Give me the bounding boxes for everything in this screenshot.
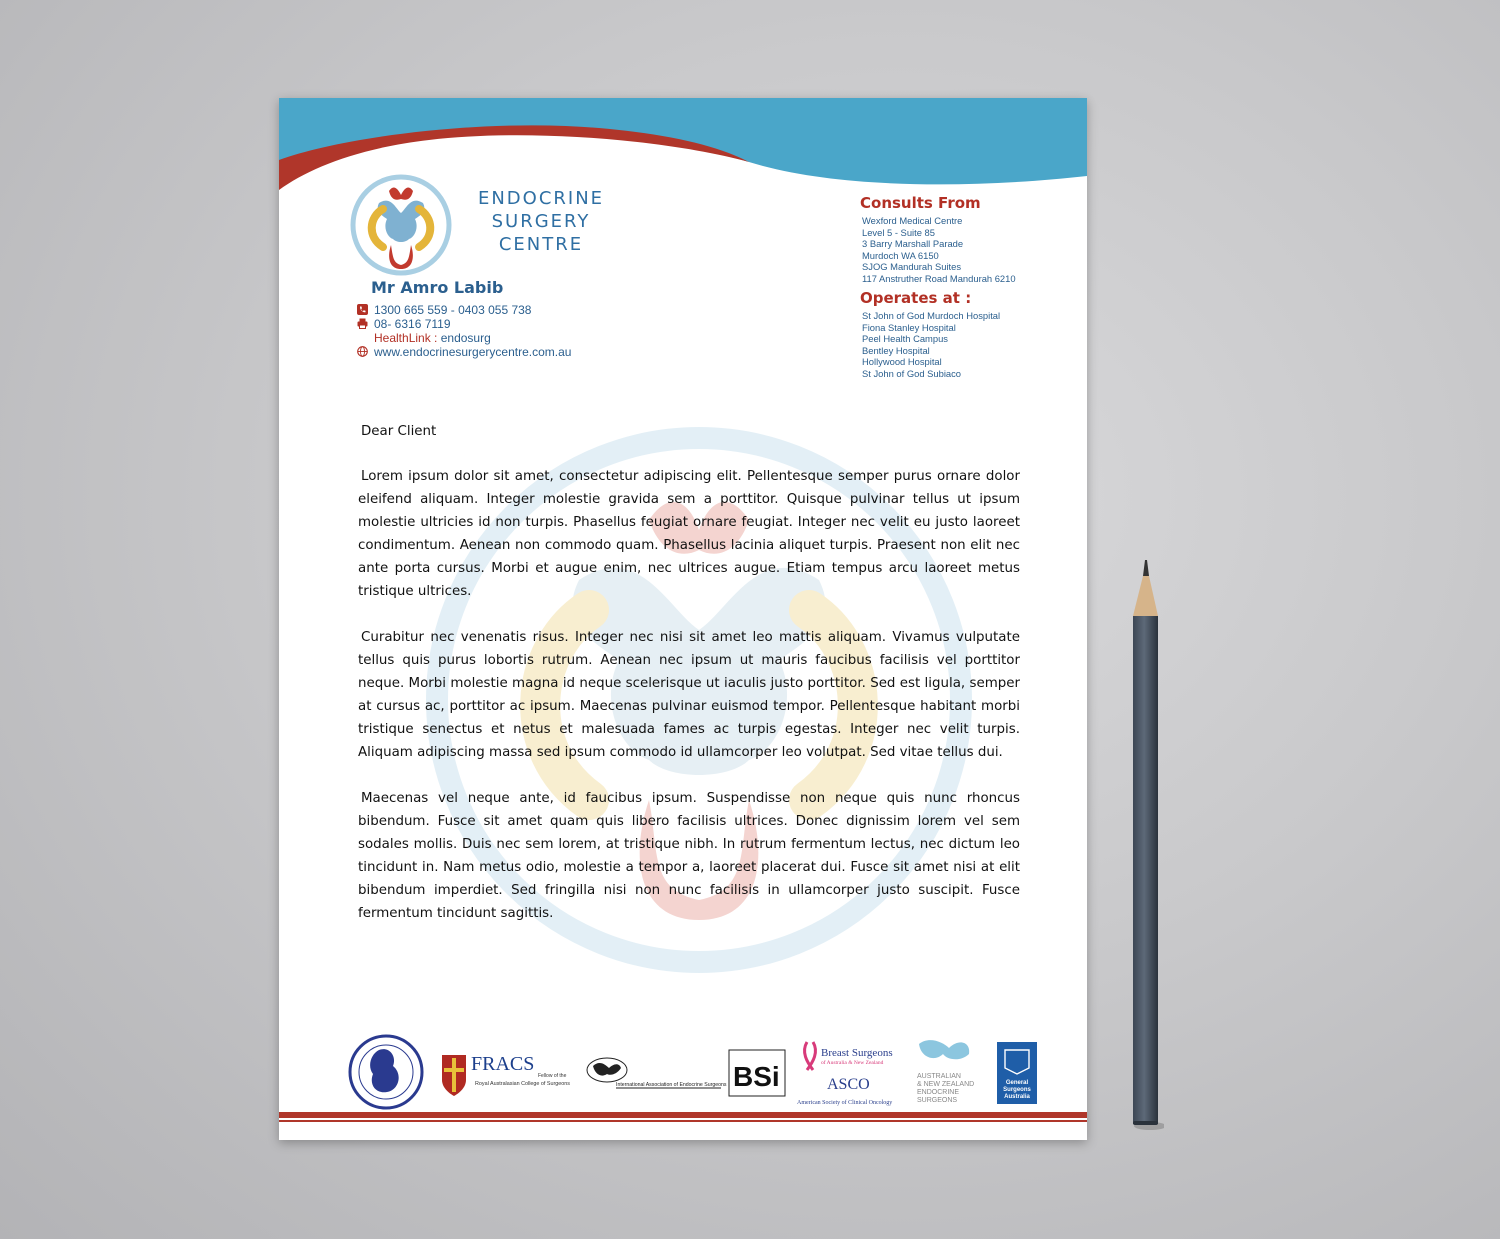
locations-column xyxy=(860,194,1016,379)
phone-row xyxy=(357,303,571,317)
gsa-1: General xyxy=(1005,1080,1029,1086)
consults-line: SJOG Mandurah Suites xyxy=(862,261,962,272)
anzes-1: AUSTRALIAN xyxy=(917,1073,961,1080)
brand-line-2: SURGERY xyxy=(491,211,591,232)
breast-text-1: Breast Surgeons xyxy=(821,1047,893,1059)
letter-paragraph: Lorem ipsum dolor sit amet, consectetur adipiscing elit. Pellentesque semper purus ornare dolor eleifend aliquam. Integer molestie gravida sem a porttitor. Quisque pulvinar tellus ut ipsum molestie ultricies id non turpis. Phasellus feugiat ornare feugiat. Integer nec velit eu justo laoreet condimentum. Aenean non commodo quam. Phasellus lacinia aliquet turpis. Praesent non elit nec ante porta cursus. Morbi et augue enim, nec ultrices augue. Etiam tempus arcu laoreet metus tristique ultrices. xyxy=(358,469,1020,599)
operates-list xyxy=(862,310,1016,379)
footer-logos xyxy=(279,1028,1087,1113)
operates-line: Hollywood Hospital xyxy=(862,356,942,367)
brand-logo xyxy=(349,173,619,277)
doctor-name: Mr Amro Labib xyxy=(371,278,504,297)
salutation: Dear Client xyxy=(361,424,437,439)
brand-name xyxy=(466,187,616,256)
consults-list xyxy=(862,215,1016,284)
letter-body xyxy=(358,420,1020,948)
healthlink-row xyxy=(357,331,571,345)
phone-icon xyxy=(357,304,368,315)
pencil xyxy=(1128,558,1164,1132)
healthlink-label: HealthLink : xyxy=(374,331,438,345)
website-link[interactable]: www.endocrinesurgerycentre.com.au xyxy=(374,345,572,359)
fracs-title: FRACS xyxy=(471,1053,535,1075)
anzes-4: SURGEONS xyxy=(917,1097,958,1104)
breast-surgeons-logo xyxy=(797,1042,893,1106)
thyroid-logo-icon xyxy=(349,173,453,277)
breast-text-2: of Australia & New Zealand xyxy=(821,1060,884,1066)
gsa-3: Australia xyxy=(1004,1094,1030,1100)
consults-line: 3 Barry Marshall Parade xyxy=(862,238,964,249)
footer-bar xyxy=(279,1112,1087,1118)
operates-line: St John of God Murdoch Hospital xyxy=(862,310,1001,321)
globe-icon xyxy=(357,346,368,357)
society-seal-logo xyxy=(350,1036,422,1108)
contact-block xyxy=(357,303,571,359)
asco-sub: American Society of Clinical Oncology xyxy=(797,1100,893,1106)
consults-title: Consults From xyxy=(860,194,981,212)
consults-line: Murdoch WA 6150 xyxy=(862,249,939,261)
anzes-2: & NEW ZEALAND xyxy=(917,1081,975,1088)
website-row xyxy=(357,345,571,359)
fracs-logo xyxy=(442,1053,570,1096)
consults-line: 117 Anstruther Road Mandurah 6210 xyxy=(862,272,1016,284)
bsi-logo xyxy=(729,1050,785,1096)
fracs-sub2: Royal Australasian College of Surgeons xyxy=(475,1081,570,1087)
fax-row xyxy=(357,317,571,331)
bsi-text: BSi xyxy=(733,1061,780,1092)
letter-paragraph: Maecenas vel neque ante, id faucibus ipsum. Suspendisse non neque quis nunc rhoncus bibendum. Fusce sit amet quam quis libero facilisis ultrices. Donec dignissim lorem vel sem sodales mollis. Duis nec sem lorem, at tristique nibh. In rutrum fermentum lectus, nec dictum leo tincidunt in. Nam metus odio, molestie a tempor a, laoreet placerat dui. Fusce sit amet nisi at elit bibendum imperdiet. Sed fringilla nisi non nunc facilisis in ullamcorper justo suscipit. Fusce fermentum tincidunt sagittis. xyxy=(358,791,1020,921)
operates-line: Bentley Hospital xyxy=(862,344,930,356)
iaes-logo xyxy=(587,1058,727,1088)
anzes-logo xyxy=(917,1040,974,1104)
consults-line: Level 5 - Suite 85 xyxy=(862,226,935,238)
brand-line-1: ENDOCRINE xyxy=(477,188,605,209)
operates-line: Fiona Stanley Hospital xyxy=(862,321,956,333)
footer-rule xyxy=(279,1120,1087,1122)
gsa-logo xyxy=(997,1042,1037,1104)
operates-line: Peel Health Campus xyxy=(862,333,948,344)
phone-number[interactable]: 1300 665 559 - 0403 055 738 xyxy=(374,303,532,317)
fax-icon xyxy=(357,318,368,329)
iaes-text: International Association of Endocrine Surgeons xyxy=(616,1082,727,1088)
letter-paragraph: Curabitur nec venenatis risus. Integer nec nisi sit amet leo mattis aliquam. Vivamus vulputate tellus quis purus lobortis rutrum. Aenean nec ipsum ut mauris faucibus facilisis vel porttitor neque. Morbi molestie magna id neque scelerisque ut iaculis justo porttitor. Sed est ligula, semper at cursus ac, porttitor ac ipsum. Maecenas pulvinar euismod tempor. Pellentesque habitant morbi tristique senectus et netus et malesuada fames ac turpis egestas. Integer nec velit turpis. Aliquam adipiscing massa sed ipsum commodo id ullamcorper leo volutpat. Sed vitae tellus dui. xyxy=(358,630,1020,760)
fracs-sub1: Fellow of the xyxy=(538,1073,567,1079)
healthlink-value: endosurg xyxy=(440,331,491,345)
gsa-2: Surgeons xyxy=(1003,1087,1031,1093)
operates-title: Operates at : xyxy=(860,289,972,307)
anzes-3: ENDOCRINE xyxy=(917,1089,960,1096)
brand-line-3: CENTRE xyxy=(498,234,584,255)
fax-number: 08- 6316 7119 xyxy=(374,317,451,331)
asco-text: ASCO xyxy=(827,1076,870,1093)
consults-line: Wexford Medical Centre xyxy=(862,215,963,226)
letterhead-page xyxy=(279,98,1087,1140)
operates-line: St John of God Subiaco xyxy=(862,367,962,379)
